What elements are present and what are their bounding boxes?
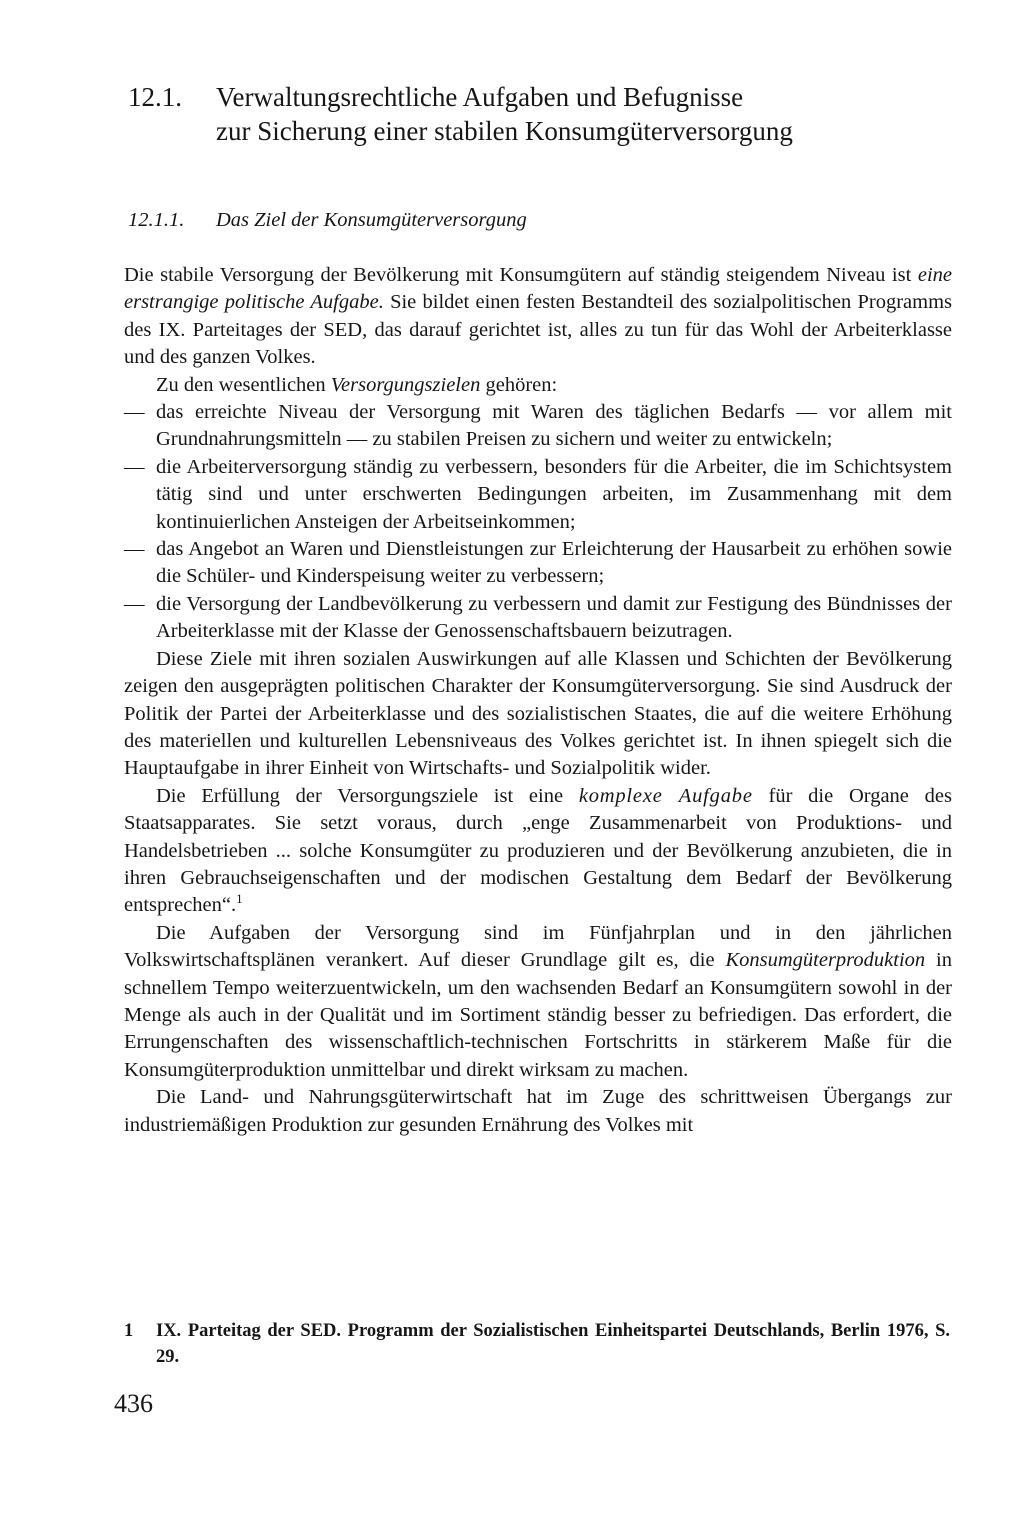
paragraph-1-emphasis: eine erstrangige politische Aufgabe. (124, 264, 952, 314)
subsection-heading (128, 206, 527, 234)
section-heading (128, 80, 958, 148)
footnote-text: IX. Parteitag der SED. Programm der Sozialistischen Einheitspartei Deutschlands, Berlin 1976, S. 29. (156, 1321, 950, 1367)
body-text (124, 262, 952, 1139)
paragraph-4-emphasis: komplexe Aufgabe (578, 784, 753, 807)
list-item: — das Angebot an Waren und Dienstleistungen zur Erleichterung der Hausarbeit zu erhöhen sowie die Schüler- und Kinderspeisung weiter zu verbessern; (124, 536, 952, 591)
paragraph-4-text-b: für die Organe des Staatsapparates. Sie setzt voraus, durch „enge Zusammenarbeit von Produktions- und Handelsbetrieben ... solche Konsumgüter zu produzieren und der Bevölkerung anzubieten, die in ihren Gebrauchseigenschaften und der modischen Gestaltung dem Bedarf der Bevölkerung entsprechen“. (124, 784, 952, 917)
paragraph-4-text-a: Die Erfüllung der Versorgungsziele ist eine (156, 784, 579, 807)
subsection-title: Das Ziel der Konsumgüterversorgung (216, 209, 527, 231)
section-title (216, 80, 958, 148)
section-number: 12.1. (128, 82, 182, 112)
paragraph-1 (124, 262, 952, 372)
paragraph-3: Diese Ziele mit ihren sozialen Auswirkungen auf alle Klassen und Schichten der Bevölkerung zeigen den ausgeprägten politischen Charakter der Konsumgüterversorgung. Sie sind Ausdruck der Politik der Partei der Arbeiterklasse und des sozialistischen Staates, die auf die weitere Erhöhung des materiellen und kulturellen Lebensniveaus des Volkes gerichtet ist. In ihnen spiegelt sich die Hauptaufgabe in ihrer Einheit von Wirtschafts- und Sozialpolitik wider. (124, 647, 952, 780)
footnote-number: 1 (124, 1321, 134, 1341)
footnote-reference: 1 (236, 891, 243, 907)
paragraph-2 (124, 372, 952, 399)
paragraph-2-text-a: Zu den wesentlichen (156, 373, 331, 396)
subsection-number: 12.1.1. (128, 209, 185, 231)
paragraph-5-text-a: Die Aufgaben der Versorgung sind im Fünfjahrplan und in den jährlichen Volkswirtschaftsplänen verankert. Auf dieser Grundlage gilt es, die (124, 921, 952, 972)
list-item: — das erreichte Niveau der Versorgung mit Waren des täglichen Bedarfs — vor allem mit Grundnahrungsmitteln — zu stabilen Preisen zu sichern und weiter zu entwickeln; (124, 399, 952, 454)
paragraph-1-text-a: Die stabile Versorgung der Bevölkerung mit Konsumgütern auf ständig steigendem Niveau ist (124, 264, 918, 286)
paragraph-5-emphasis: Konsumgüterproduktion (725, 949, 926, 972)
goals-list (124, 399, 952, 646)
paragraph-5-text-b: in schnellem Tempo weiterzuentwickeln, um den wachsenden Bedarf an Konsumgütern sowohl in der Menge als auch in der Qualität und im Sortiment ständig besser zu befriedigen. Das erfordert, die Errungenschaften des wissenschaftlich-technischen Fortschritts in stärkerem Maße für die Konsumgüterproduktion unmittelbar und direkt wirksam zu machen. (124, 949, 952, 1081)
paragraph-1-text-b: Sie bildet einen festen Bestandteil des sozialpolitischen Programms des IX. Parteitages der SED, das darauf gerichtet ist, alles zu tun für das Wohl der Arbeiterklasse und des ganzen Volkes. (124, 291, 952, 369)
paragraph-2-emphasis: Versorgungszielen (330, 373, 481, 396)
paragraph-6: Die Land- und Nahrungsgüterwirtschaft hat im Zuge des schrittweisen Übergangs zur industriemäßigen Produktion zur gesunden Ernährung des Volkes mit (124, 1086, 952, 1136)
footnote (124, 1318, 950, 1370)
page-number: 436 (114, 1389, 153, 1418)
paragraph-5 (124, 920, 952, 1084)
list-item: — die Versorgung der Landbevölkerung zu verbessern und damit zur Festigung des Bündnisses der Arbeiterklasse mit der Klasse der Genossenschaftsbauern beizutragen. (124, 591, 952, 646)
section-title-line-2: zur Sicherung einer stabilen Konsumgüterversorgung (216, 116, 793, 146)
paragraph-4 (124, 783, 952, 920)
section-title-line-1: Verwaltungsrechtliche Aufgaben und Befugnisse (216, 82, 744, 112)
list-item: — die Arbeiterversorgung ständig zu verbessern, besonders für die Arbeiter, die im Schichtsystem tätig sind und unter erschwerten Bedingungen arbeiten, im Zusammenhang mit dem kontinuierlichen Ansteigen der Arbeitseinkommen; (124, 454, 952, 536)
paragraph-2-text-b: gehören: (480, 373, 558, 396)
